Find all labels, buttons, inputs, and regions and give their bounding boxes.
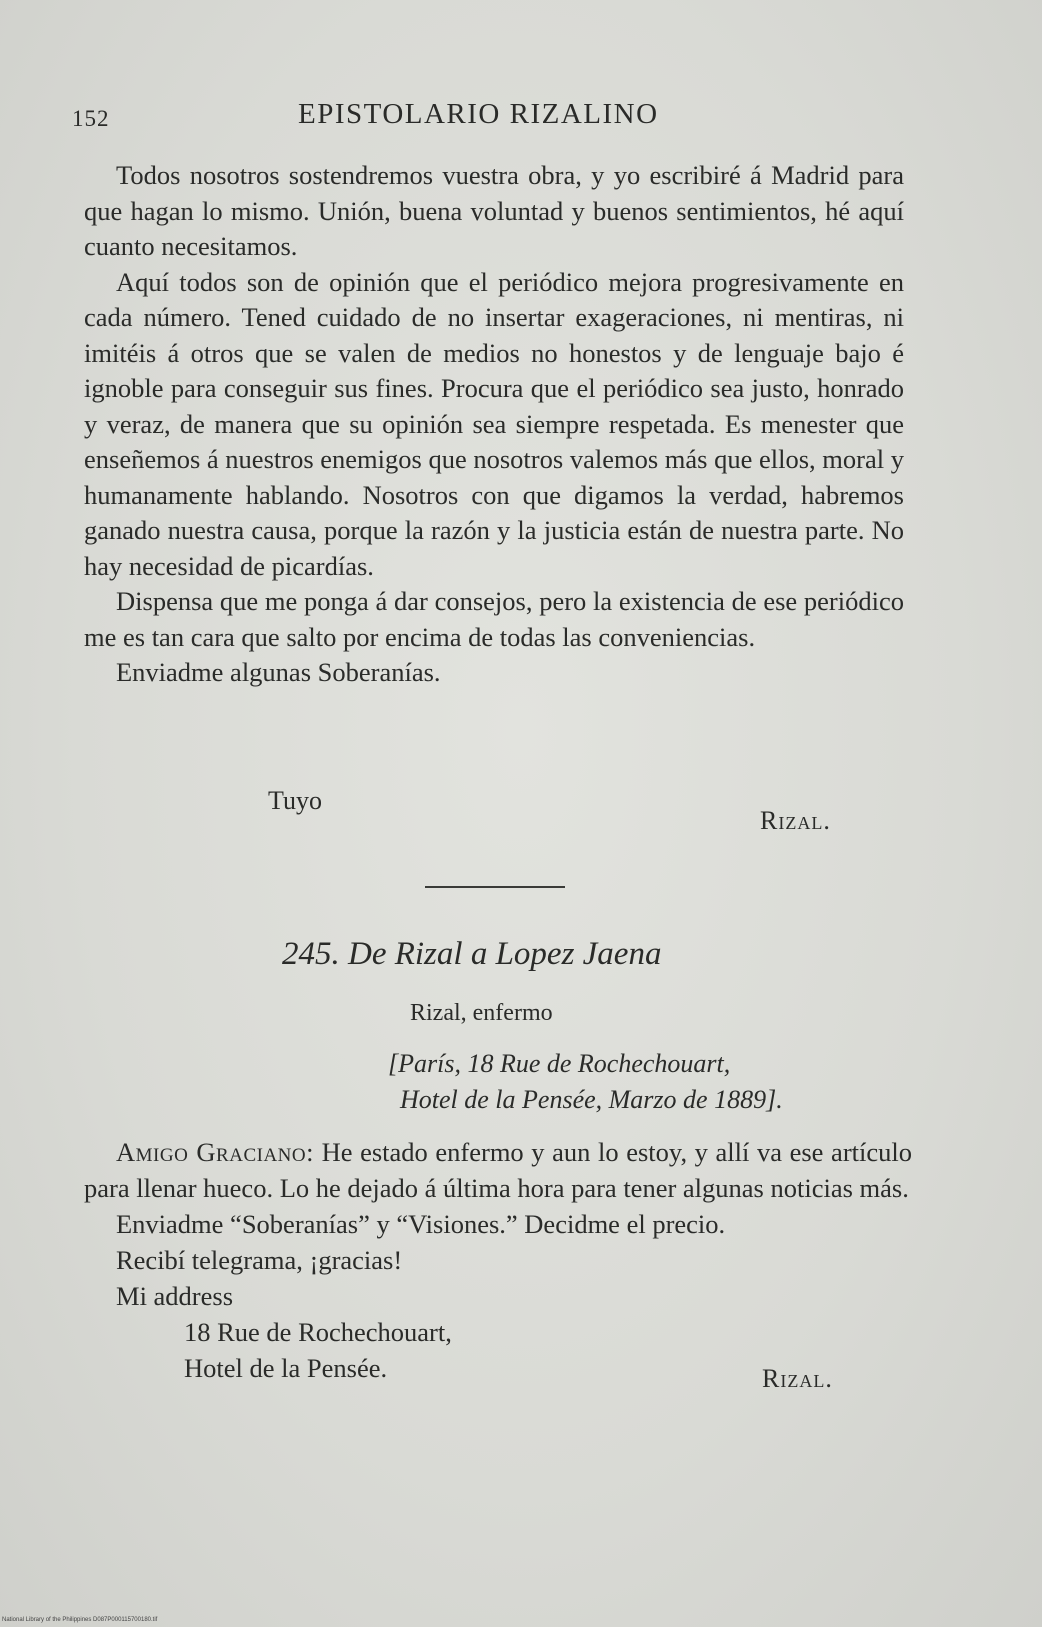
letter-title: 245. De Rizal a Lopez Jaena [282, 936, 662, 972]
letter-line: Mi address [116, 1281, 234, 1311]
running-head: EPISTOLARIO RIZALINO [298, 98, 659, 130]
scan-credit: National Library of the Philippines D087P000115700180.tif [2, 1617, 158, 1623]
paragraph: Dispensa que me ponga á dar consejos, pero la existencia de ese periódico me es tan cara que salto por encima de todas las conveniencias. [84, 586, 904, 652]
page-header [72, 98, 912, 138]
paragraph: Todos nosotros sostendremos vuestra obra, y yo escribiré á Madrid para que hagan lo mismo. Unión, buena voluntad y buenos sentimientos, hé aquí cuanto necesitamos. [84, 160, 904, 261]
address-line: Hotel de la Pensée. [184, 1353, 388, 1383]
paragraph [84, 1134, 912, 1206]
paragraph-text: He estado enfermo y aun lo estoy, y allí va ese artículo para llenar hueco. Lo he dejado á última hora para tener algunas noticias más. [84, 1137, 912, 1203]
paragraph: Enviadme algunas Soberanías. [116, 657, 441, 687]
page-number: 152 [72, 106, 110, 131]
signature: Rizal. [760, 806, 831, 835]
prev-letter-body [84, 158, 904, 691]
place-line: [París, 18 Rue de Rochechouart, [388, 1049, 731, 1078]
salutation: Amigo Graciano: [116, 1137, 314, 1167]
letter-place-date [388, 1046, 783, 1118]
paragraph: Aquí todos son de opinión que el periódico mejora progresivamente en cada número. Tened cuidado de no insertar exageraciones, ni mentiras, ni imitéis á otros que se valen de medios no honestos y de lenguaje bajo é ignoble para conseguir sus fines. Procura que el periódico sea justo, honrado y veraz, de manera que su opinión sea siempre respetada. Es menester que enseñemos á nuestros enemigos que nosotros valemos más que ellos, moral y humanamente hablando. Nosotros con que digamos la verdad, habremos ganado nuestra causa, porque la razón y la justicia están de nuestra parte. No hay necesidad de picardías. [84, 266, 904, 581]
place-line: Hotel de la Pensée, Marzo de 1889]. [400, 1085, 783, 1114]
letter-body [84, 1134, 912, 1386]
letter-subtitle: Rizal, enfermo [410, 1000, 553, 1026]
signature: Rizal. [762, 1364, 833, 1393]
letter-line: Recibí telegrama, ¡gracias! [116, 1245, 403, 1275]
closing: Tuyo [268, 786, 322, 815]
section-divider [425, 886, 565, 888]
letter-line: Enviadme “Soberanías” y “Visiones.” Decidme el precio. [116, 1209, 726, 1239]
address-line: 18 Rue de Rochechouart, [184, 1317, 452, 1347]
